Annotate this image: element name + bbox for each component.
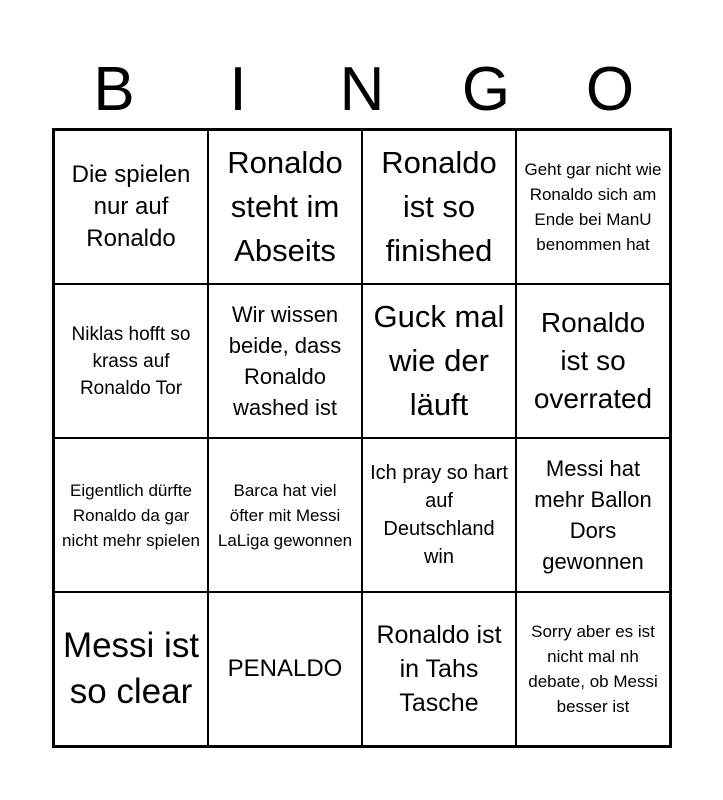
bingo-cell-r3c2[interactable]: [208, 438, 362, 592]
bingo-cell-text: Guck mal wie der läuft: [373, 299, 505, 422]
bingo-cell-r3c3[interactable]: [362, 438, 516, 592]
bingo-cell-text: Niklas hofft so krass auf Ronaldo Tor: [71, 323, 191, 399]
header-letter-i: I: [229, 55, 247, 124]
header-letter-n: N: [339, 55, 385, 124]
bingo-cell-text: Messi hat mehr Ballon Dors gewonnen: [534, 456, 652, 574]
bingo-cell-r1c2[interactable]: [208, 130, 362, 284]
bingo-cell-text: Wir wissen beide, dass Ronaldo washed ist: [228, 302, 342, 420]
bingo-cell-text: Sorry aber es ist nicht mal nh debate, ob Messi besser ist: [528, 622, 658, 716]
bingo-cell-text: PENALDO: [227, 655, 343, 682]
bingo-cell-r1c3[interactable]: [362, 130, 516, 284]
bingo-cell-r4c3[interactable]: [362, 592, 516, 746]
bingo-cell-text: Ronaldo ist so finished: [381, 145, 497, 268]
bingo-cell-text: Messi ist so clear: [62, 626, 200, 711]
bingo-board: [52, 128, 672, 748]
bingo-cell-r2c4[interactable]: [516, 284, 670, 438]
bingo-cell-text: Ronaldo ist so overrated: [533, 307, 653, 414]
bingo-cell-r4c1[interactable]: [54, 592, 208, 746]
header-letter-g: G: [461, 55, 511, 124]
bingo-cell-r2c3[interactable]: [362, 284, 516, 438]
bingo-cell-text: Barca hat viel öfter mit Messi LaLiga gewonnen: [217, 480, 353, 550]
bingo-cell-r1c4[interactable]: [516, 130, 670, 284]
bingo-cell-text: Ronaldo steht im Abseits: [227, 145, 343, 268]
bingo-cell-r1c1[interactable]: [54, 130, 208, 284]
bingo-cell-text: Ronaldo ist in Tahs Tasche: [376, 621, 502, 717]
bingo-cell-text: Eigentlich dürfte Ronaldo da gar nicht mehr spielen: [62, 480, 200, 550]
bingo-cell-r2c1[interactable]: [54, 284, 208, 438]
header-letter-b: B: [93, 55, 135, 124]
bingo-cell-text: Die spielen nur auf Ronaldo: [71, 161, 191, 252]
bingo-cell-r3c1[interactable]: [54, 438, 208, 592]
bingo-cell-r2c2[interactable]: [208, 284, 362, 438]
bingo-header: [52, 52, 672, 128]
bingo-cell-r3c4[interactable]: [516, 438, 670, 592]
header-letter-o: O: [585, 55, 635, 124]
bingo-cell-r4c2[interactable]: [208, 592, 362, 746]
bingo-cell-text: Geht gar nicht wie Ronaldo sich am Ende bei ManU benommen hat: [524, 160, 662, 254]
bingo-cell-r4c4[interactable]: [516, 592, 670, 746]
bingo-cell-text: Ich pray so hart auf Deutschland win: [370, 462, 508, 568]
